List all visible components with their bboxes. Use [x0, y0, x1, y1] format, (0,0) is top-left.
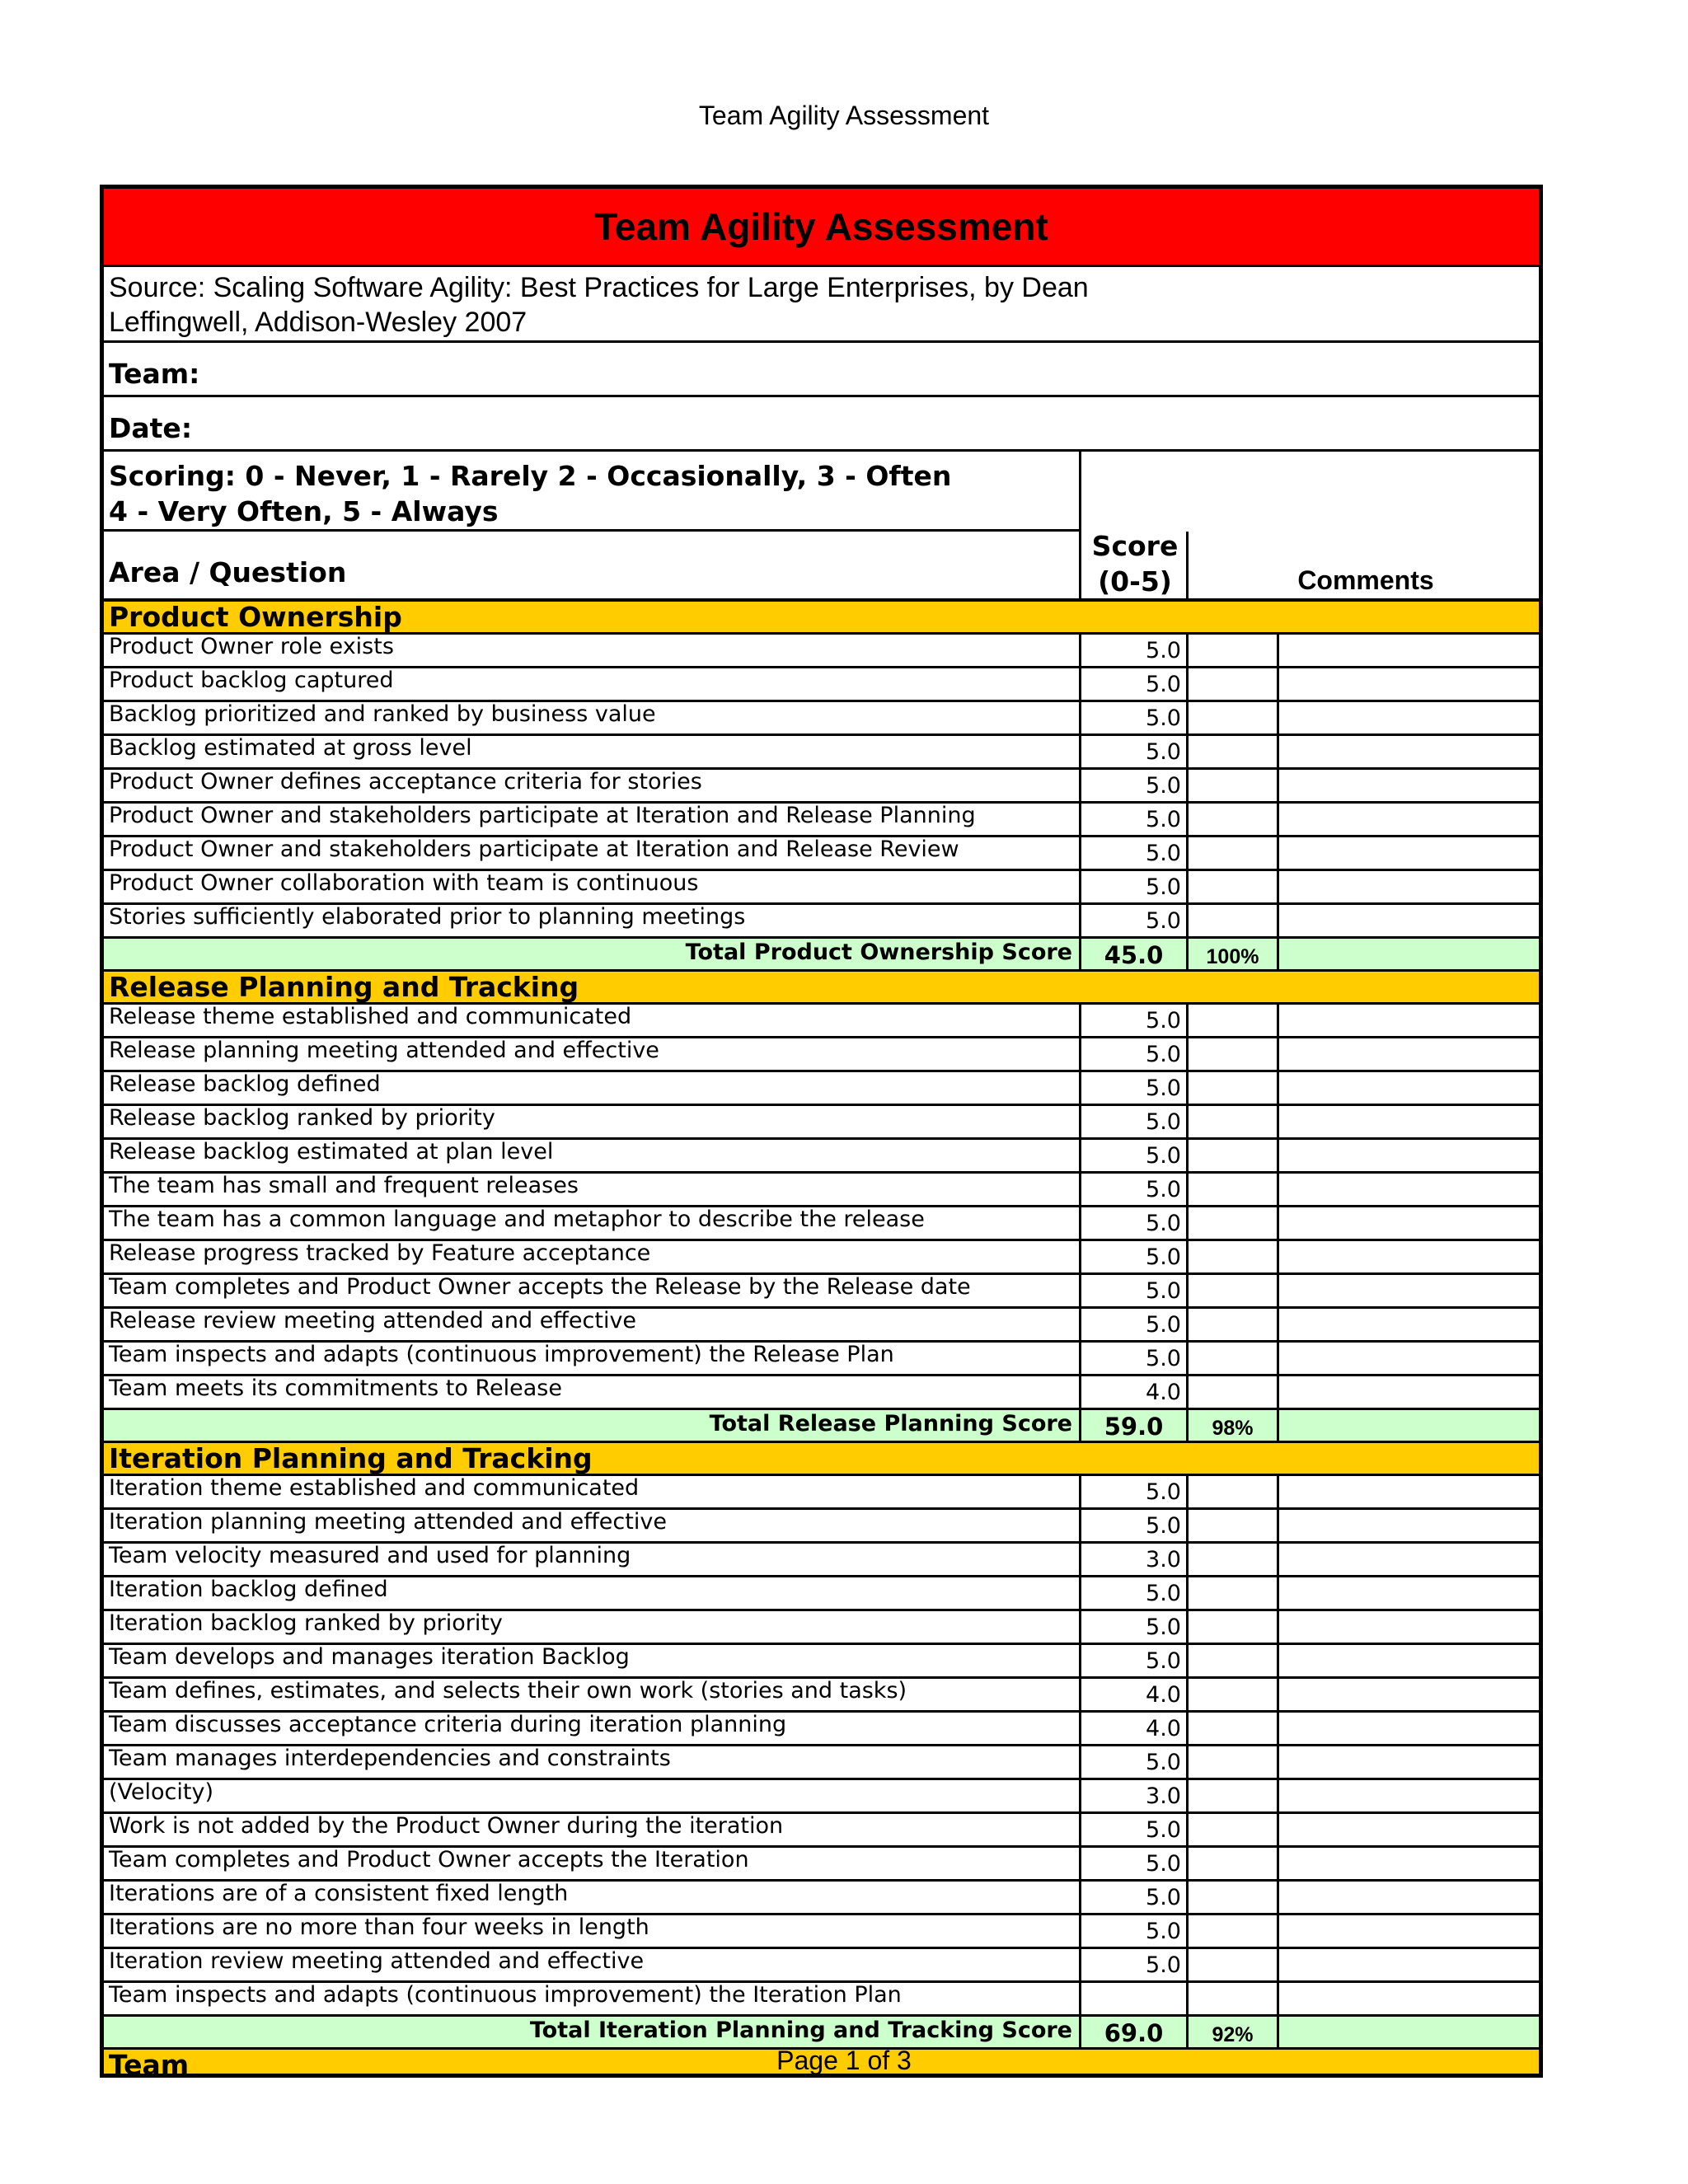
percent-cell [1189, 1645, 1279, 1676]
comment-cell[interactable] [1279, 1005, 1539, 1036]
percent-cell [1189, 905, 1279, 936]
percent-cell [1189, 1780, 1279, 1811]
score-cell[interactable]: 5.0 [1081, 1005, 1189, 1036]
question-text: Iteration theme established and communicated [104, 1476, 1081, 1507]
question-text: Release backlog estimated at plan level [104, 1140, 1081, 1171]
percent-cell [1189, 1915, 1279, 1947]
question-row [104, 804, 1539, 837]
percent-cell [1189, 1275, 1279, 1306]
percent-cell [1189, 1072, 1279, 1104]
total-score: 69.0 [1081, 2017, 1189, 2047]
comments-header: Comments [1297, 565, 1434, 595]
score-cell[interactable]: 5.0 [1081, 871, 1189, 902]
question-row [104, 1376, 1539, 1410]
percent-cell [1189, 668, 1279, 700]
percent-cell [1189, 837, 1279, 869]
section-title: Release Planning and Tracking [104, 972, 1539, 1005]
score-cell[interactable]: 3.0 [1081, 1544, 1189, 1575]
score-cell[interactable]: 3.0 [1081, 1780, 1189, 1811]
question-row [104, 1949, 1539, 1983]
score-cell[interactable]: 5.0 [1081, 1848, 1189, 1879]
question-row [104, 702, 1539, 736]
question-text: Backlog estimated at gross level [104, 736, 1081, 767]
question-text: Team velocity measured and used for planning [104, 1544, 1081, 1575]
question-text: (Velocity) [104, 1780, 1081, 1811]
score-cell[interactable] [1081, 1983, 1189, 2014]
score-cell[interactable]: 5.0 [1081, 635, 1189, 666]
comment-cell[interactable] [1279, 635, 1539, 666]
percent-cell [1189, 736, 1279, 767]
score-cell[interactable]: 5.0 [1081, 770, 1189, 801]
comment-cell[interactable] [1279, 1510, 1539, 1541]
question-row [104, 1814, 1539, 1848]
percent-cell [1189, 1174, 1279, 1205]
total-percent: 92% [1189, 2017, 1279, 2047]
percent-cell [1189, 1814, 1279, 1845]
comment-cell[interactable] [1279, 1174, 1539, 1205]
question-row [104, 1983, 1539, 2017]
scoring-legend [104, 452, 1079, 532]
percent-cell [1189, 1544, 1279, 1575]
question-text: Iteration backlog ranked by priority [104, 1611, 1081, 1643]
total-comment-cell [1279, 2017, 1539, 2047]
question-row [104, 668, 1539, 702]
comment-cell[interactable] [1279, 1140, 1539, 1171]
comment-cell[interactable] [1279, 1038, 1539, 1070]
question-row [104, 1679, 1539, 1713]
percent-cell [1189, 1106, 1279, 1137]
question-row [104, 1915, 1539, 1949]
score-cell[interactable]: 5.0 [1081, 1611, 1189, 1643]
score-cell[interactable]: 5.0 [1081, 1510, 1189, 1541]
question-row [104, 1780, 1539, 1814]
section-title: Product Ownership [104, 602, 1539, 635]
comment-cell[interactable] [1279, 1882, 1539, 1913]
total-percent: 98% [1189, 1410, 1279, 1441]
scoring-line: 4 - Very Often, 5 - Always [109, 495, 499, 527]
score-header [1081, 528, 1189, 599]
score-cell[interactable]: 5.0 [1081, 1915, 1189, 1947]
comment-cell[interactable] [1279, 871, 1539, 902]
comment-cell[interactable] [1279, 804, 1539, 835]
comment-cell[interactable] [1279, 1376, 1539, 1408]
comment-cell[interactable] [1279, 1544, 1539, 1575]
question-text: Product Owner collaboration with team is continuous [104, 871, 1081, 902]
percent-cell [1189, 1207, 1279, 1239]
comment-cell[interactable] [1279, 1983, 1539, 2014]
comment-cell[interactable] [1279, 770, 1539, 801]
comment-cell[interactable] [1279, 668, 1539, 700]
comment-cell[interactable] [1279, 1780, 1539, 1811]
percent-cell [1189, 635, 1279, 666]
score-cell[interactable]: 4.0 [1081, 1376, 1189, 1408]
section-title: Team [104, 2050, 1539, 2078]
table-header [104, 452, 1539, 602]
question-row [104, 736, 1539, 770]
score-cell[interactable]: 5.0 [1081, 1746, 1189, 1778]
score-header-line: Score [1091, 530, 1179, 562]
question-text: Release backlog defined [104, 1072, 1081, 1104]
total-percent: 100% [1189, 939, 1279, 969]
question-row [104, 1882, 1539, 1915]
total-label: Total Product Ownership Score [104, 939, 1081, 969]
comment-cell[interactable] [1279, 1577, 1539, 1609]
page-header: Team Agility Assessment [698, 101, 990, 130]
question-row [104, 837, 1539, 871]
question-text: Team inspects and adapts (continuous improvement) the Iteration Plan [104, 1983, 1081, 2014]
comment-cell[interactable] [1279, 1207, 1539, 1239]
score-cell[interactable]: 5.0 [1081, 668, 1189, 700]
question-text: Product Owner and stakeholders participate at Iteration and Release Planning [104, 804, 1081, 835]
question-row [104, 1275, 1539, 1309]
question-text: The team has small and frequent releases [104, 1174, 1081, 1205]
question-text: Work is not added by the Product Owner during the iteration [104, 1814, 1081, 1845]
comment-cell[interactable] [1279, 1848, 1539, 1879]
score-cell[interactable]: 5.0 [1081, 1207, 1189, 1239]
question-text: Iteration planning meeting attended and effective [104, 1510, 1081, 1541]
question-row [104, 1005, 1539, 1038]
score-cell[interactable]: 5.0 [1081, 837, 1189, 869]
total-score: 59.0 [1081, 1410, 1189, 1441]
percent-cell [1189, 702, 1279, 733]
score-cell[interactable]: 4.0 [1081, 1679, 1189, 1710]
score-cell[interactable]: 5.0 [1081, 905, 1189, 936]
score-header-line: (0-5) [1098, 565, 1172, 598]
percent-cell [1189, 1241, 1279, 1272]
score-cell[interactable]: 5.0 [1081, 736, 1189, 767]
score-cell[interactable]: 5.0 [1081, 804, 1189, 835]
percent-cell [1189, 1376, 1279, 1408]
score-cell[interactable]: 5.0 [1081, 1309, 1189, 1340]
comment-cell[interactable] [1279, 1645, 1539, 1676]
question-text: Product Owner defines acceptance criteria for stories [104, 770, 1081, 801]
total-row [104, 2017, 1539, 2050]
question-row [104, 1038, 1539, 1072]
comment-cell[interactable] [1279, 837, 1539, 869]
question-text: Team completes and Product Owner accepts the Release by the Release date [104, 1275, 1081, 1306]
percent-cell [1189, 1983, 1279, 2014]
total-score: 45.0 [1081, 939, 1189, 969]
comment-cell[interactable] [1279, 702, 1539, 733]
comment-cell[interactable] [1279, 1915, 1539, 1947]
source-citation [104, 267, 1539, 343]
score-cell[interactable]: 5.0 [1081, 702, 1189, 733]
question-row [104, 1713, 1539, 1746]
question-text: Iteration review meeting attended and effective [104, 1949, 1081, 1980]
question-text: Product Owner and stakeholders participate at Iteration and Release Review [104, 837, 1081, 869]
question-text: Release planning meeting attended and effective [104, 1038, 1081, 1070]
percent-cell [1189, 1882, 1279, 1913]
question-row [104, 1544, 1539, 1577]
question-text: Team discusses acceptance criteria during iteration planning [104, 1713, 1081, 1744]
question-row [104, 871, 1539, 905]
total-row [104, 939, 1539, 972]
score-cell[interactable]: 4.0 [1081, 1713, 1189, 1744]
comment-cell[interactable] [1279, 1072, 1539, 1104]
comment-cell[interactable] [1279, 1949, 1539, 1980]
question-text: Stories sufficiently elaborated prior to planning meetings [104, 905, 1081, 936]
score-cell[interactable]: 5.0 [1081, 1645, 1189, 1676]
question-row [104, 1241, 1539, 1275]
question-row [104, 635, 1539, 668]
comment-cell[interactable] [1279, 1241, 1539, 1272]
question-text: Team manages interdependencies and constraints [104, 1746, 1081, 1778]
comment-cell[interactable] [1279, 1106, 1539, 1137]
score-cell[interactable]: 5.0 [1081, 1241, 1189, 1272]
score-cell[interactable]: 5.0 [1081, 1038, 1189, 1070]
percent-cell [1189, 770, 1279, 801]
total-label: Total Iteration Planning and Tracking Score [104, 2017, 1081, 2047]
percent-cell [1189, 1510, 1279, 1541]
question-text: Iterations are no more than four weeks in length [104, 1915, 1081, 1947]
percent-cell [1189, 1611, 1279, 1643]
score-cell[interactable]: 5.0 [1081, 1174, 1189, 1205]
score-cell[interactable]: 5.0 [1081, 1140, 1189, 1171]
comment-cell[interactable] [1279, 1679, 1539, 1710]
sections-container [104, 602, 1539, 2078]
question-text: Release backlog ranked by priority [104, 1106, 1081, 1137]
question-text: Team defines, estimates, and selects their own work (stories and tasks) [104, 1679, 1081, 1710]
total-row [104, 1410, 1539, 1443]
question-row [104, 770, 1539, 804]
question-text: Team develops and manages iteration Backlog [104, 1645, 1081, 1676]
question-text: The team has a common language and metaphor to describe the release [104, 1207, 1081, 1239]
score-cell[interactable]: 5.0 [1081, 1343, 1189, 1374]
question-row [104, 1746, 1539, 1780]
percent-cell [1189, 1713, 1279, 1744]
percent-cell [1189, 804, 1279, 835]
question-text: Release review meeting attended and effective [104, 1309, 1081, 1340]
area-question-header: Area / Question [109, 556, 347, 588]
score-cell[interactable]: 5.0 [1081, 1072, 1189, 1104]
question-row [104, 1072, 1539, 1106]
question-row [104, 1510, 1539, 1544]
question-row [104, 905, 1539, 939]
team-field[interactable]: Team: [104, 343, 1539, 397]
total-comment-cell [1279, 1410, 1539, 1441]
question-row [104, 1207, 1539, 1241]
comment-cell[interactable] [1279, 1814, 1539, 1845]
comment-cell[interactable] [1279, 1713, 1539, 1744]
question-text: Product backlog captured [104, 668, 1081, 700]
score-cell[interactable]: 5.0 [1081, 1106, 1189, 1137]
scoring-line: Scoring: 0 - Never, 1 - Rarely 2 - Occasionally, 3 - Often [109, 460, 952, 492]
comment-cell[interactable] [1279, 905, 1539, 936]
percent-cell [1189, 1577, 1279, 1609]
score-cell[interactable]: 5.0 [1081, 1476, 1189, 1507]
question-text: Product Owner role exists [104, 635, 1081, 666]
comment-cell[interactable] [1279, 736, 1539, 767]
percent-cell [1189, 1679, 1279, 1710]
source-line: Leffingwell, Addison-Wesley 2007 [109, 307, 528, 338]
question-text: Release progress tracked by Feature acceptance [104, 1241, 1081, 1272]
question-row [104, 1343, 1539, 1376]
question-text: Iterations are of a consistent fixed length [104, 1882, 1081, 1913]
score-cell[interactable]: 5.0 [1081, 1949, 1189, 1980]
question-row [104, 1309, 1539, 1343]
question-row [104, 1106, 1539, 1140]
percent-cell [1189, 1848, 1279, 1879]
question-text: Team meets its commitments to Release [104, 1376, 1081, 1408]
percent-cell [1189, 1309, 1279, 1340]
table-title: Team Agility Assessment [104, 189, 1539, 267]
score-cell[interactable]: 5.0 [1081, 1882, 1189, 1913]
question-row [104, 1611, 1539, 1645]
header-left [104, 452, 1081, 598]
question-row [104, 1476, 1539, 1510]
question-row [104, 1577, 1539, 1611]
percent-cell [1189, 1038, 1279, 1070]
score-cell[interactable]: 5.0 [1081, 1577, 1189, 1609]
comment-cell[interactable] [1279, 1476, 1539, 1507]
comment-cell[interactable] [1279, 1343, 1539, 1374]
question-row [104, 1174, 1539, 1207]
question-text: Backlog prioritized and ranked by business value [104, 702, 1081, 733]
percent-cell [1189, 1005, 1279, 1036]
question-text: Team completes and Product Owner accepts the Iteration [104, 1848, 1081, 1879]
percent-cell [1189, 1476, 1279, 1507]
question-text: Team inspects and adapts (continuous improvement) the Release Plan [104, 1343, 1081, 1374]
date-field[interactable]: Date: [104, 397, 1539, 452]
percent-cell [1189, 871, 1279, 902]
comment-cell[interactable] [1279, 1611, 1539, 1643]
score-cell[interactable]: 5.0 [1081, 1275, 1189, 1306]
question-text: Release theme established and communicated [104, 1005, 1081, 1036]
comment-cell[interactable] [1279, 1275, 1539, 1306]
total-comment-cell [1279, 939, 1539, 969]
section-title: Iteration Planning and Tracking [104, 1443, 1539, 1476]
comment-cell[interactable] [1279, 1746, 1539, 1778]
question-text: Iteration backlog defined [104, 1577, 1081, 1609]
question-row [104, 1140, 1539, 1174]
score-cell[interactable]: 5.0 [1081, 1814, 1189, 1845]
page-footer: Page 1 of 3 [776, 2046, 912, 2075]
comment-cell[interactable] [1279, 1309, 1539, 1340]
percent-cell [1189, 1949, 1279, 1980]
percent-cell [1189, 1746, 1279, 1778]
percent-cell [1189, 1343, 1279, 1374]
question-row [104, 1848, 1539, 1882]
source-line: Source: Scaling Software Agility: Best Practices for Large Enterprises, by Dean [109, 272, 1089, 303]
question-row [104, 1645, 1539, 1679]
total-label: Total Release Planning Score [104, 1410, 1081, 1441]
assessment-table [100, 185, 1543, 2078]
percent-cell [1189, 1140, 1279, 1171]
